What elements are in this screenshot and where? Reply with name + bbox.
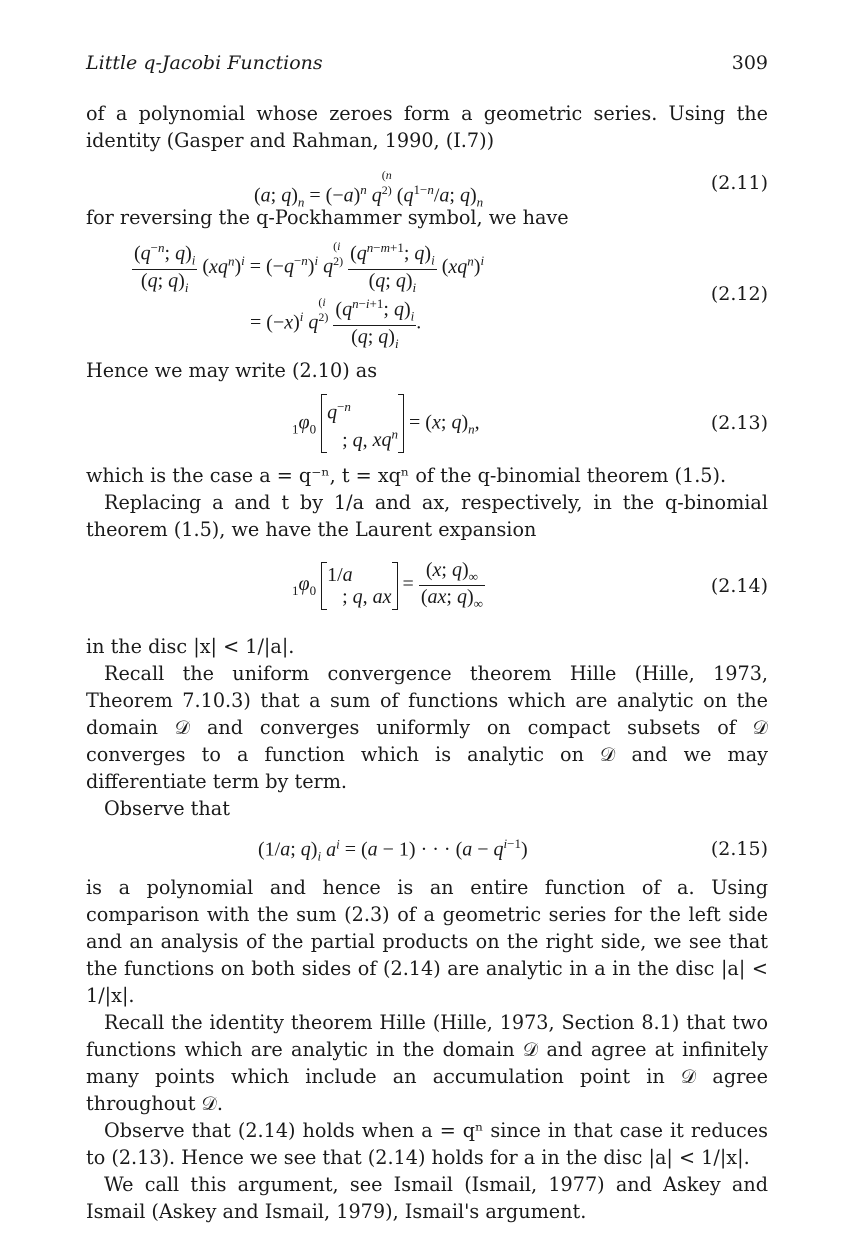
equation-2-13-body: $_1\varphi_0$ $q^{-n}$ ; q, $xq^n$ = (x; $q)_n$, [292, 396, 480, 451]
page-number: 309 [731, 52, 768, 74]
running-title: Little q-Jacobi Functions [86, 52, 323, 74]
equation-2-15 [86, 830, 768, 874]
paragraph: Hence we may write (2.10) as [86, 359, 378, 382]
paragraph: for reversing the q-Pockhammer symbol, we have [86, 206, 569, 229]
paragraph: is a polynomial and hence is an entire function of a. Using comparison with the sum (2.3) of a geometric series for the left side and an analysis of the partial products on the right side, we see that the functions on both sides of (2.14) are analytic in a in the disc |a| < 1/|x|. [86, 876, 768, 1007]
paragraph: which is the case a = q⁻ⁿ, t = xqⁿ of the q-binomial theorem (1.5). [86, 464, 727, 487]
running-header [86, 52, 768, 78]
equation-number: (2.13) [710, 412, 768, 434]
paragraph: We call this argument, see Ismail (Ismail, 1977) and Askey and Ismail (Askey and Ismail, 1979), Ismail's argument. [86, 1173, 768, 1223]
equation-number: (2.11) [710, 172, 768, 194]
equation-2-11 [86, 164, 768, 210]
equation-2-11-body: (a; $q)_n = (-a)^n$ q(n 2) ($q^{1-n}/a$; $q)_n$ [254, 168, 484, 210]
equation-number: (2.14) [710, 575, 768, 597]
equation-2-12-line-1: $\frac{(q^{-n}; q)_i}{(q; q)_i}$ $(xq^n)^i = (-q^{-n})^i$ q(i 2) $\frac{(q^{n-m+1}; q)_i}{(q; q)_i}$ $(xq^n)^i$ [134, 239, 485, 295]
equation-2-12 [86, 237, 768, 353]
equation-2-13 [86, 392, 768, 462]
paragraph: Observe that (2.14) holds when a = qⁿ since in that case it reduces to (2.13). Hence we see that (2.14) holds for a in the disc |a| < 1/|x|. [86, 1119, 768, 1169]
paragraph: Observe that [104, 797, 230, 820]
equation-2-12-line-2: = $(-x)^i$ q(i 2) $\frac{(q^{n-i+1}; q)_i}{(q; q)_i}$ . [250, 295, 422, 351]
equation-number: (2.15) [710, 838, 768, 860]
equation-2-15-body: (1/a; $q)_i$ $a^i = (a - 1)$ · · · $(a - q^{i-1})$ [258, 836, 528, 864]
equation-2-14-body: $_1\varphi_0$ 1/a ; q, ax = $\frac{(x; q)_\infty}{(ax; q)_\infty}$ [292, 559, 483, 611]
paragraph: of a polynomial whose zeroes form a geometric series. Using the identity (Gasper and Rahman, 1990, (I.7)) [86, 102, 768, 152]
paragraph: Replacing a and t by 1/a and ax, respectively, in the q-binomial theorem (1.5), we have the Laurent expansion [86, 491, 768, 541]
equation-number: (2.12) [710, 283, 768, 305]
paragraph: Recall the identity theorem Hille (Hille, 1973, Section 8.1) that two functions which are analytic in the domain 𝒟 and agree at infinitely many points which include an accumulation point in 𝒟 agree throughout 𝒟. [86, 1011, 768, 1115]
paragraph: in the disc |x| < 1/|a|. [86, 635, 295, 658]
equation-2-14 [86, 553, 768, 633]
paragraph: Recall the uniform convergence theorem Hille (Hille, 1973, Theorem 7.10.3) that a sum of functions which are analytic on the domain 𝒟 and converges uniformly on compact subsets of 𝒟 converges to a function which is analytic on 𝒟 and we may differentiate term by term. [86, 662, 768, 793]
page [86, 52, 768, 1225]
